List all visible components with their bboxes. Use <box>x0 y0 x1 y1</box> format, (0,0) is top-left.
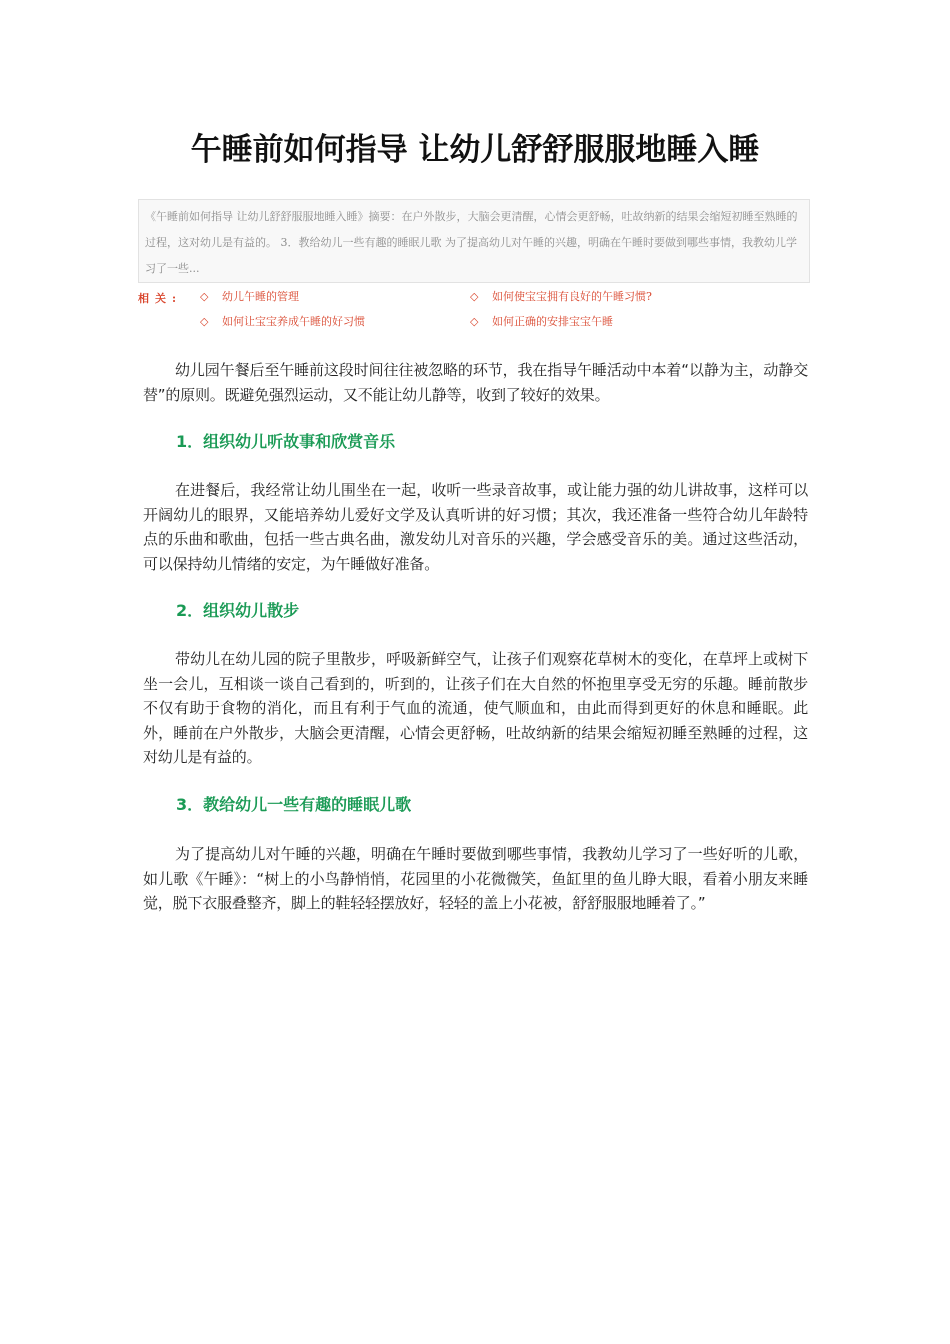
related-link-text: 如何正确的安排宝宝午睡 <box>492 315 613 328</box>
article-summary: 《午睡前如何指导 让幼儿舒舒服服地睡入睡》摘要：在户外散步，大脑会更清醒，心情会更舒畅，吐故纳新的结果会缩短初睡至熟睡的过程，这对幼儿是有益的。 3．教给幼儿一些有趣的睡眠儿歌 为了提高幼儿对午睡的兴趣，明确在午睡时要做到哪些事情，我教幼儿学习了一些... <box>138 199 810 283</box>
related-link-4[interactable] <box>470 312 613 332</box>
section-body-2: 带幼儿在幼儿园的院子里散步，呼吸新鲜空气，让孩子们观察花草树木的变化，在草坪上或树下坐一会儿，互相谈一谈自己看到的，听到的，让孩子们在大自然的怀抱里享受无穷的乐趣。睡前散步不仅有助于食物的消化，而且有利于气血的流通，使气顺血和，由此而得到更好的休息和睡眠。此外，睡前在户外散步，大脑会更清醒，心情会更舒畅，吐故纳新的结果会缩短初睡至熟睡的过程，这对幼儿是有益的。 <box>143 650 808 766</box>
related-label: 相关: <box>138 292 183 305</box>
section-heading-2: 2．组织幼儿散步 <box>176 601 300 620</box>
related-link-text: 幼儿午睡的管理 <box>222 290 299 303</box>
section-body-1: 在进餐后，我经常让幼儿围坐在一起，收听一些录音故事，或让能力强的幼儿讲故事，这样可以开阔幼儿的眼界，又能培养幼儿爱好文学及认真听讲的好习惯；其次，我还准备一些符合幼儿年龄特点的乐曲和歌曲，包括一些古典名曲，激发幼儿对音乐的兴趣，学会感受音乐的美。通过这些活动，可以保持幼儿情绪的安定，为午睡做好准备。 <box>143 481 808 573</box>
related-link-text: 如何让宝宝养成午睡的好习惯 <box>222 315 365 328</box>
related-link-text: 如何使宝宝拥有良好的午睡习惯? <box>492 290 652 303</box>
related-links <box>138 284 818 340</box>
related-link-3[interactable] <box>200 312 365 332</box>
diamond-bullet-icon: ◇ <box>200 290 209 303</box>
related-link-1[interactable] <box>200 287 299 307</box>
section-heading-3: 3．教给幼儿一些有趣的睡眠儿歌 <box>176 795 412 814</box>
article-title: 午睡前如何指导 让幼儿舒舒服服地睡入睡 <box>190 132 760 168</box>
intro-paragraph: 幼儿园午餐后至午睡前这段时间往往被忽略的环节，我在指导午睡活动中本着“以静为主，动静交替”的原则。既避免强烈运动，又不能让幼儿静等，收到了较好的效果。 <box>143 361 808 404</box>
diamond-bullet-icon: ◇ <box>470 290 479 303</box>
related-link-2[interactable] <box>470 287 652 307</box>
diamond-bullet-icon: ◇ <box>200 315 209 328</box>
diamond-bullet-icon: ◇ <box>470 315 479 328</box>
section-heading-1: 1．组织幼儿听故事和欣赏音乐 <box>176 432 396 451</box>
section-body-3: 为了提高幼儿对午睡的兴趣，明确在午睡时要做到哪些事情，我教幼儿学习了一些好听的儿歌，如儿歌《午睡》：“树上的小鸟静悄悄，花园里的小花微微笑，鱼缸里的鱼儿睁大眼，看着小朋友来睡觉，脱下衣服叠整齐，脚上的鞋轻轻摆放好，轻轻的盖上小花被，舒舒服服地睡着了。” <box>143 845 808 912</box>
